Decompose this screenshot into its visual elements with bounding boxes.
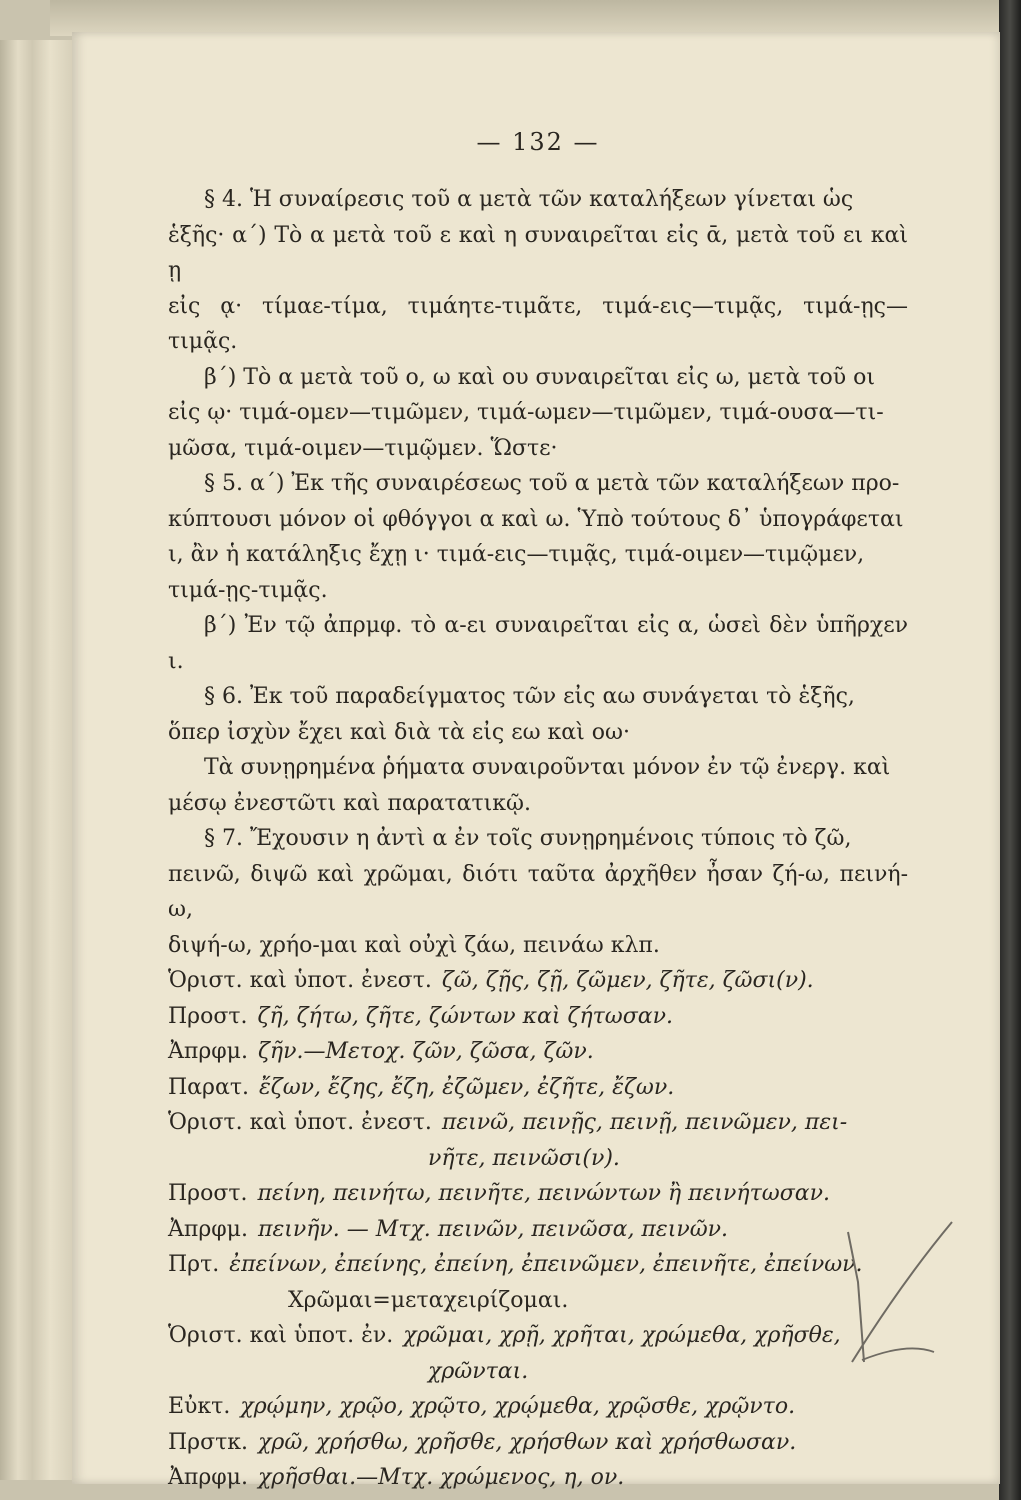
verb-forms: χρῶ, χρήσθω, χρῆσθε, χρήσθων καὶ χρήσθωσαν. (258, 1429, 797, 1455)
conjugation-row (168, 1034, 908, 1070)
conjugation-row (168, 1070, 908, 1106)
section-4-line: ἑξῆς· α΄) Τὸ α μετὰ τοῦ ε καὶ η συναιρεῖται εἰς ᾱ, μετὰ τοῦ ει καὶ ῃ (168, 222, 908, 283)
mood-label: Πρτ. (168, 1252, 220, 1277)
verb-forms-continuation: νῆτε, πεινῶσι(ν). (428, 1145, 620, 1171)
mood-label: Ἀπρφμ. (168, 1216, 248, 1242)
conjugation-row (168, 1105, 908, 1141)
verb-forms: πεινῆν. — Μτχ. πεινῶν, πεινῶσα, πεινῶν. (257, 1216, 728, 1242)
mood-label: Ἀπρφμ. (168, 1039, 248, 1064)
verb-heading: Χρῶμαι=μεταχειρίζομαι. (288, 1287, 569, 1313)
conjugation-row (168, 1212, 908, 1248)
conjugation-row (168, 1460, 908, 1496)
section-4-line: μῶσα, τιμά-οιμεν—τιμῷμεν. Ὥστε· (168, 435, 558, 461)
mood-label: Προστ. (168, 1181, 248, 1206)
verb-forms: χρῶμαι, χρῇ, χρῆται, χρώμεθα, χρῆσθε, (403, 1323, 841, 1348)
section-5-line: § 5. α΄) Ἐκ τῆς συναιρέσεως τοῦ α μετὰ τῶν καταλήξεων προ- (204, 471, 900, 496)
section-4-line: εἰς ᾳ· τίμαε-τίμα, τιμάητε-τιμᾶτε, τιμά-εις—τιμᾷς, τιμά-ῃς—τιμᾷς. (168, 293, 908, 354)
page-sheet (72, 32, 1000, 1490)
section-7-line: § 7. Ἔχουσιν η ἀντὶ α ἐν τοῖς συνῃρημένοις τύποις τὸ ζῶ, (204, 826, 852, 851)
verb-forms: ἔζων, ἔζης, ἔζη, ἐζῶμεν, ἐζῆτε, ἔζων. (259, 1074, 675, 1100)
conjugation-row (168, 1247, 908, 1283)
conjugation-row (168, 1389, 908, 1425)
mood-label: Παρατ. (168, 1074, 249, 1100)
verb-forms-continuation: χρῶνται. (428, 1358, 529, 1384)
verb-forms: πείνη, πεινήτω, πεινῆτε, πεινώντων ἢ πεινήτωσαν. (257, 1181, 830, 1206)
section-6-line: ὅπερ ἰσχὺν ἔχει καὶ διὰ τὰ εἰς εω καὶ οω· (168, 719, 630, 745)
section-5-line: β΄) Ἐν τῷ ἀπρμφ. τὸ α-ει συναιρεῖται εἰς α, ὡσεὶ δὲν ὑπῆρχεν ι. (168, 613, 908, 674)
book-binding (999, 0, 1021, 1500)
page-stack-left-edge (0, 40, 72, 1480)
conjugation-row (168, 1176, 908, 1212)
conjugation-row (168, 999, 908, 1035)
mood-label: Ὁριστ. καὶ ὑποτ. ἐνεστ. (168, 1110, 432, 1135)
section-5-line: ι, ἂν ἡ κατάληξις ἔχῃ ι· τιμά-εις—τιμᾷς, τιμά-οιμεν—τιμῷμεν, (168, 542, 865, 567)
verb-forms: χρῆσθαι.—Μτχ. χρώμενος, η, ον. (257, 1465, 625, 1490)
section-6-line: Τὰ συνῃρημένα ῥήματα συναιροῦνται μόνον ἐν τῷ ἐνεργ. καὶ (204, 755, 891, 780)
conjugation-row (168, 1318, 908, 1354)
section-5-line: κύπτουσι μόνον οἱ φθόγγοι α καὶ ω. Ὑπὸ τούτους δ᾽ ὑπογράφεται (168, 506, 904, 532)
verb-forms: ζῆν.—Μετοχ. ζῶν, ζῶσα, ζῶν. (257, 1039, 594, 1064)
page-number: — 132 — (476, 128, 600, 156)
section-7-line: διψή-ω, χρήο-μαι καὶ οὐχὶ ζάω, πεινάω κλπ. (168, 932, 660, 958)
conjugation-row (168, 963, 908, 999)
section-6-line: μέσῳ ἐνεστῶτι καὶ παρατατικῷ. (168, 790, 531, 816)
verb-forms: ζῶ, ζῇς, ζῇ, ζῶμεν, ζῆτε, ζῶσι(ν). (441, 968, 814, 993)
verb-forms: ἐπείνων, ἐπείνης, ἐπείνη, ἐπεινῶμεν, ἐπεινῆτε, ἐπείνων. (229, 1252, 863, 1277)
conjugation-row (168, 1425, 908, 1461)
mood-label: Εὐκτ. (168, 1394, 231, 1419)
mood-label: Πρστκ. (168, 1429, 249, 1455)
section-4-line: § 4. Ἡ συναίρεσις τοῦ α μετὰ τῶν καταλήξεων γίνεται ὡς (204, 187, 854, 212)
mood-label: Προστ. (168, 1003, 248, 1029)
section-4-line: β΄) Τὸ α μετὰ τοῦ ο, ω καὶ ου συναιρεῖται εἰς ω, μετὰ τοῦ οι (204, 364, 876, 390)
section-5-line: τιμά-ῃς-τιμᾷς. (168, 577, 328, 603)
verb-forms: πεινῶ, πεινῇς, πεινῇ, πεινῶμεν, πει- (441, 1110, 848, 1135)
verb-forms: ζῆ, ζήτω, ζῆτε, ζώντων καὶ ζήτωσαν. (257, 1003, 673, 1029)
mood-label: Ὁριστ. καὶ ὑποτ. ἐνεστ. (168, 968, 432, 993)
mood-label: Ἀπρφμ. (168, 1465, 248, 1490)
section-6-line: § 6. Ἐκ τοῦ παραδείγματος τῶν εἰς αω συνάγεται τὸ ἑξῆς, (204, 684, 855, 709)
mood-label: Ὁριστ. καὶ ὑποτ. ἐν. (168, 1323, 394, 1348)
verb-forms: χρῴμην, χρῷο, χρῷτο, χρῴμεθα, χρῷσθε, χρῷντο. (240, 1394, 796, 1419)
section-4-line: εἰς ῳ· τιμά-ομεν—τιμῶμεν, τιμά-ωμεν—τιμῶμεν, τιμά-ουσα—τι- (168, 400, 884, 425)
page-content (168, 128, 908, 1496)
section-7-line: πεινῶ, διψῶ καὶ χρῶμαι, διότι ταῦτα ἀρχῆθεν ἦσαν ζή-ω, πεινή-ω, (168, 861, 908, 922)
page-stack-top-edge (50, 0, 1000, 36)
pencil-cross-mark (832, 1212, 972, 1382)
